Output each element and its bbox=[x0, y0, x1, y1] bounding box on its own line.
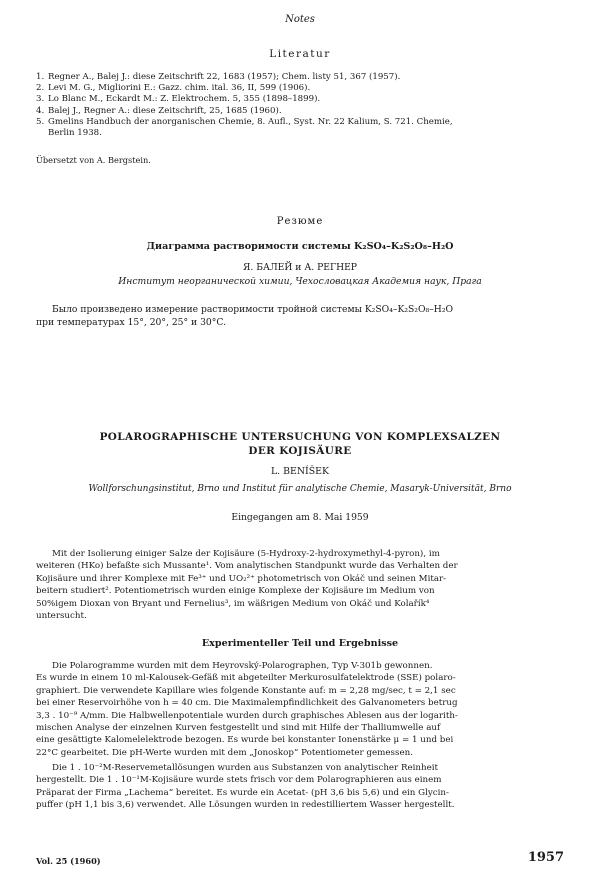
article-author: L. BENÍŠEK bbox=[270, 466, 330, 477]
resume-title: Резюме bbox=[276, 216, 324, 227]
reference-item: 1. Regner A., Balej J.: diese Zeitschrift 22, 1683 (1957); Chem. listy 51, 367 (1957). bbox=[36, 72, 401, 82]
article-institute: Wollforschungsinstitut, Brno und Institut für analytische Chemie, Masaryk-Universität, Brno bbox=[88, 484, 512, 494]
reference-item: 2. Levi M. G., Migliorini E.: Gazz. chim. ital. 36, II, 599 (1906). bbox=[36, 83, 311, 94]
received-date: Eingegangen am 8. Mai 1959 bbox=[231, 512, 369, 523]
volume-label: Vol. 25 (1960) bbox=[36, 856, 101, 866]
reference-item: 3. Lo Blanc M., Eckardt M.: Z. Elektrochem. 5, 355 (1898–1899). bbox=[36, 94, 321, 105]
section-heading: Experimenteller Teil und Ergebnisse bbox=[201, 638, 399, 649]
reference-list bbox=[36, 72, 566, 139]
translator-note: Übersetzt von A. Bergstein. bbox=[36, 155, 151, 165]
resume-authors: Я. БАЛЕЙ и А. РЕГНЕР bbox=[243, 262, 357, 273]
methods-paragraph: Die Polarogramme wurden mit dem Heyrovský-Polarographen, Typ V-301b gewonnen. Es wurde in einem 10 ml-Kalousek-Gefäß mit abgeteilter Merkurosulfatelektrode (SSE) polaro- graphiert. Die verwendete Kapillare wies folgende Konstante auf: m = 2,28 mg/sec, t = 2,1 sec bei einer Reservoirhöhe von h = 40 cm. Die Maximalempfindlichkeit des Galvanometers betrug 3,3 . 10⁻⁹ A/mm. Die Halbwellenpotentiale wurden durch graphisches Ablesen aus der logarith- mischen Analyse der einzelnen Kurven festgestellt und sind mit Hilfe der Thalliumwelle auf eine gesättigte Kalomelelektrode bezogen. Es wurde bei konstanter Ionenstärke μ = 1 und bei 22°C gearbeitet. Die pH-Werte wurden mit dem „Jonoskop“ Potentiometer gemessen. bbox=[36, 661, 458, 758]
article-title: POLAROGRAPHISCHE UNTERSUCHUNG VON KOMPLEXSALZEN DER KOJISÄURE bbox=[99, 431, 501, 457]
reference-item: 5. Gmelins Handbuch der anorganischen Chemie, 8. Aufl., Syst. Nr. 22 Kalium, S. 721. Chemie, Berlin 1938. bbox=[36, 116, 453, 139]
running-head: Notes bbox=[285, 14, 315, 25]
resume-institute: Институт неорганической химии, Чехословацкая Академия наук, Прага bbox=[118, 276, 482, 287]
solutions-paragraph: Die 1 . 10⁻²M-Reservemetallösungen wurden aus Substanzen von analytischer Reinheit hergestellt. Die 1 . 10⁻¹M-Kojisäure wurde stets frisch vor dem Polarographieren aus einem Präparat der Firma „Lachema“ bereitet. Es wurde ein Acetat- (pH 3,6 bis 5,6) und ein Glycin- puffer (pH 1,1 bis 3,6) verwendet. Alle Lösungen wurden in redestilliertem Wasser hergestellt. bbox=[36, 763, 455, 811]
literatur-title: Literatur bbox=[269, 48, 331, 60]
page-number: 1957 bbox=[527, 850, 564, 865]
reference-item: 4. Balej J., Regner A.: diese Zeitschrift, 25, 1685 (1960). bbox=[36, 105, 282, 116]
resume-body: Было произведено измерение растворимости тройной системы K₂SO₄–K₂S₂O₈–H₂O при температурах 15°, 20°, 25° и 30°C. bbox=[36, 304, 454, 328]
resume-heading: Диаграмма растворимости системы K₂SO₄–K₂S₂O₈–H₂O bbox=[146, 241, 454, 252]
intro-paragraph: Mit der Isolierung einiger Salze der Kojisäure (5-Hydroxy-2-hydroxymethyl-4-pyron), im weiteren (HKo) befaßte sich Mussante¹. Vom analytischen Standpunkt wurde das Verhalten der Kojisäure und ihrer Komplexe mit Fe³⁺ und UO₂²⁺ photometrisch von Okáč und seinen Mitar- beitern studiert². Potentiometrisch wurden einige Komplexe der Kojisäure im Medium von 50%igem Dioxan von Bryant und Fernelius³, im wäßrigen Medium von Okáč und Kolařík⁴ untersucht. bbox=[36, 549, 458, 622]
